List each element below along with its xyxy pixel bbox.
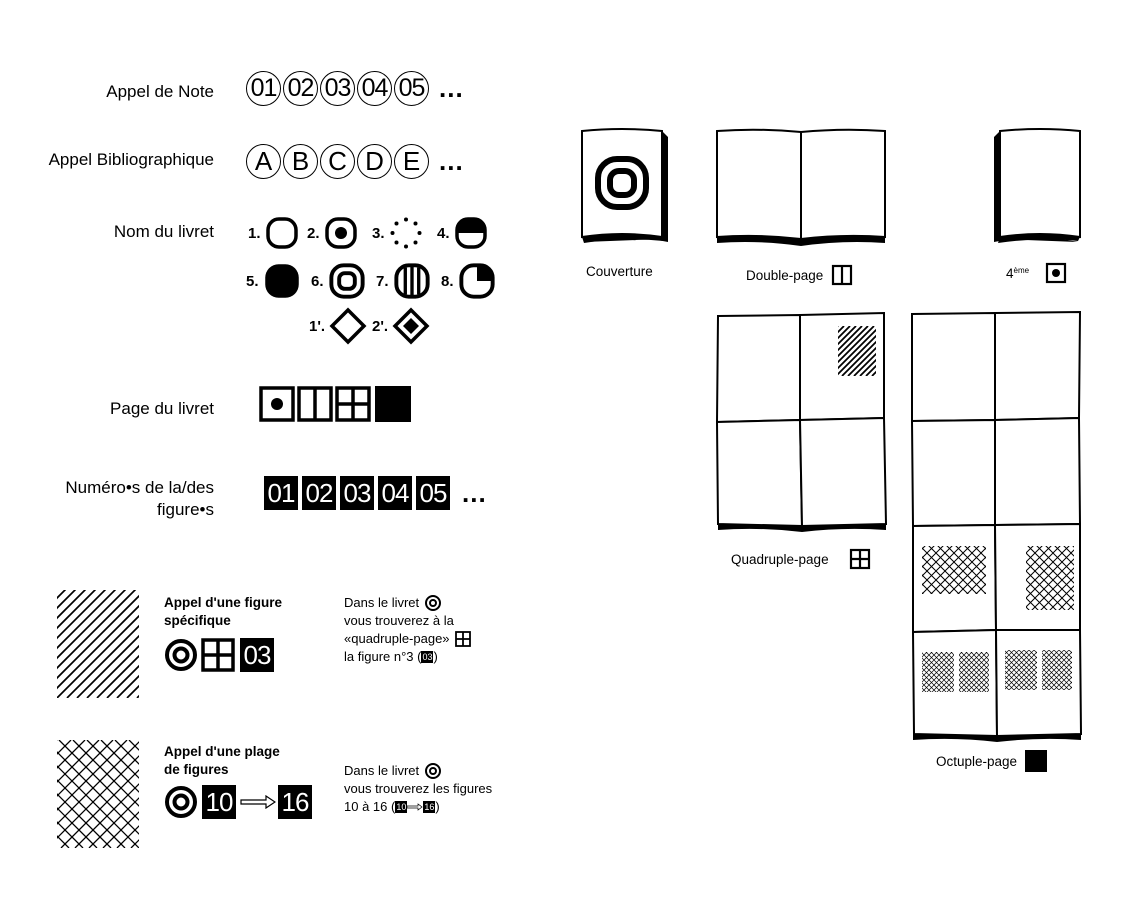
livret-8-number: 8. [441,272,454,290]
dotted-circle-icon [389,216,423,250]
range-to-number: 16 [278,785,312,819]
filled-square-icon [263,262,301,300]
single-page-icon [1045,262,1067,284]
range-call-title-line2: de figures [164,762,229,777]
figure-desc-line2: vous trouverez à la [344,613,454,628]
page-livret-label: Page du livret [110,399,214,418]
figure-number-02: 02 [302,476,336,510]
crosshatched-figure-thumbnail-6 [1042,650,1072,690]
cover-page-illustration [578,125,674,251]
livret-2-number: 2. [307,224,320,242]
livret-2 [307,216,358,250]
range-call-description [344,762,492,816]
numeros-figures-label-line2: figure•s [157,500,214,519]
page-octuple-icon [375,386,411,422]
appel-biblio-label: Appel Bibliographique [48,150,214,169]
striped-square-icon [393,262,431,300]
livret-3 [372,216,423,250]
back-cover-caption [1006,262,1067,284]
page-quadruple-icon [337,388,369,420]
page-double-icon [299,388,331,420]
livret-1-prime-number: 1'. [309,317,326,335]
back-cover-caption-sup: ème [1013,265,1030,275]
figure-desc-line1: Dans le livret [344,595,420,610]
range-desc-line2: vous trouverez les figures [344,781,493,796]
figure-call-title-line1: Appel d'une figure [164,595,282,610]
note-call-01: 01 [246,71,281,106]
biblio-call-d: D [357,144,392,179]
figure-desc-number-badge: 03 [422,652,433,662]
note-call-more: ... [439,73,464,103]
livret-4 [437,216,488,250]
figure-desc-line4-pre: la figure n°3 ( [344,649,422,664]
appel-note-symbols [246,71,464,106]
livret-6-number: 6. [311,272,324,290]
figure-desc-line4-post: ) [433,649,438,664]
figure-number-04: 04 [378,476,412,510]
biblio-call-a: A [246,144,281,179]
biblio-call-c: C [320,144,355,179]
livret-1-number: 1. [248,224,261,242]
concentric-circle-icon [164,638,198,672]
figure-number-03: 03 [340,476,374,510]
livret-8 [441,262,496,300]
note-call-03: 03 [320,71,355,106]
range-call-title [164,743,280,779]
figure-number-01: 01 [264,476,298,510]
numeros-figures-symbols [264,476,487,510]
figure-call-example [164,638,278,672]
octuple-page-caption [936,750,1047,772]
page-types-icons [259,386,414,422]
quadruple-page-illustration [714,310,890,536]
biblio-call-b: B [283,144,318,179]
livret-2-prime-number: 2'. [372,317,389,335]
diamond-empty-icon [329,307,367,345]
cover-caption [586,264,653,279]
quadruple-page-icon [849,548,871,570]
range-from-number: 10 [202,785,236,819]
figure-number-03-example: 03 [240,638,274,672]
crosshatched-figure-thumbnail-4 [959,652,989,692]
range-desc-to-badge: 16 [424,802,435,812]
back-cover-illustration [988,125,1084,251]
page-livret-symbols [259,386,414,427]
livret-1 [248,216,299,250]
note-call-05: 05 [394,71,429,106]
biblio-call-e: E [394,144,429,179]
livret-7 [376,262,431,300]
range-desc-line3-post: ) [435,799,440,814]
octuple-page-caption-text: Octuple-page [936,753,1018,769]
arrow-right-icon [240,795,276,809]
octuple-page-illustration [909,310,1085,746]
concentric-circle-small-icon [424,762,442,780]
figure-call-title [164,594,282,630]
appel-note-label: Appel de Note [106,82,214,101]
note-call-02: 02 [283,71,318,106]
figure-call-title-line2: spécifique [164,613,231,628]
page-single-icon [261,388,293,420]
hatched-figure-swatch [57,590,139,698]
crosshatched-figure-thumbnail-5 [1005,650,1037,690]
concentric-square-icon [328,262,366,300]
crosshatched-range-swatch [57,740,139,848]
figure-desc-line3: «quadruple-page» [344,631,450,646]
quadruple-page-caption [731,548,871,570]
range-desc-line3-pre: 10 à 16 ( [344,799,396,814]
double-page-icon [831,264,853,286]
livret-5 [246,262,301,300]
appel-biblio-symbols [246,144,464,179]
double-page-illustration [713,125,891,251]
half-filled-square-icon [454,216,488,250]
concentric-circle-small-icon [424,594,442,612]
range-desc-from-badge: 10 [396,802,407,812]
numeros-figures-label-line1: Numéro•s de la/des [65,478,214,497]
range-call-example [164,785,316,819]
quadruple-page-small-icon [454,630,472,648]
back-cover-caption-text: 4 [1006,265,1014,281]
numeros-figures-label [14,477,214,521]
crosshatched-figure-thumbnail-3 [922,652,954,692]
double-page-caption [746,264,853,286]
note-call-04: 04 [357,71,392,106]
livret-4-number: 4. [437,224,450,242]
figure-call-description [344,594,472,666]
range-desc-line1: Dans le livret [344,763,420,778]
rounded-square-empty-icon [265,216,299,250]
arrow-right-small-icon [407,803,423,811]
octuple-page-icon [1025,750,1047,772]
livret-6 [311,262,366,300]
diamond-dot-icon [392,307,430,345]
crosshatched-figure-thumbnail-1 [922,546,986,594]
livret-5-number: 5. [246,272,259,290]
rounded-square-dot-icon [324,216,358,250]
range-call-title-line1: Appel d'une plage [164,744,280,759]
livret-3-number: 3. [372,224,385,242]
quarter-filled-square-icon [458,262,496,300]
double-page-caption-text: Double-page [746,267,824,283]
figure-number-05: 05 [416,476,450,510]
biblio-call-more: ... [439,146,464,176]
quadruple-page-icon [200,638,236,672]
crosshatched-figure-thumbnail-2 [1026,546,1074,610]
cover-caption-text: Couverture [586,264,653,279]
nom-livret-label: Nom du livret [113,222,214,241]
quadruple-page-caption-text: Quadruple-page [731,551,829,567]
figure-number-more: ... [462,477,487,508]
concentric-circle-icon [164,785,198,819]
livret-7-number: 7. [376,272,389,290]
livret-1-prime [309,307,367,345]
livret-2-prime [372,307,430,345]
